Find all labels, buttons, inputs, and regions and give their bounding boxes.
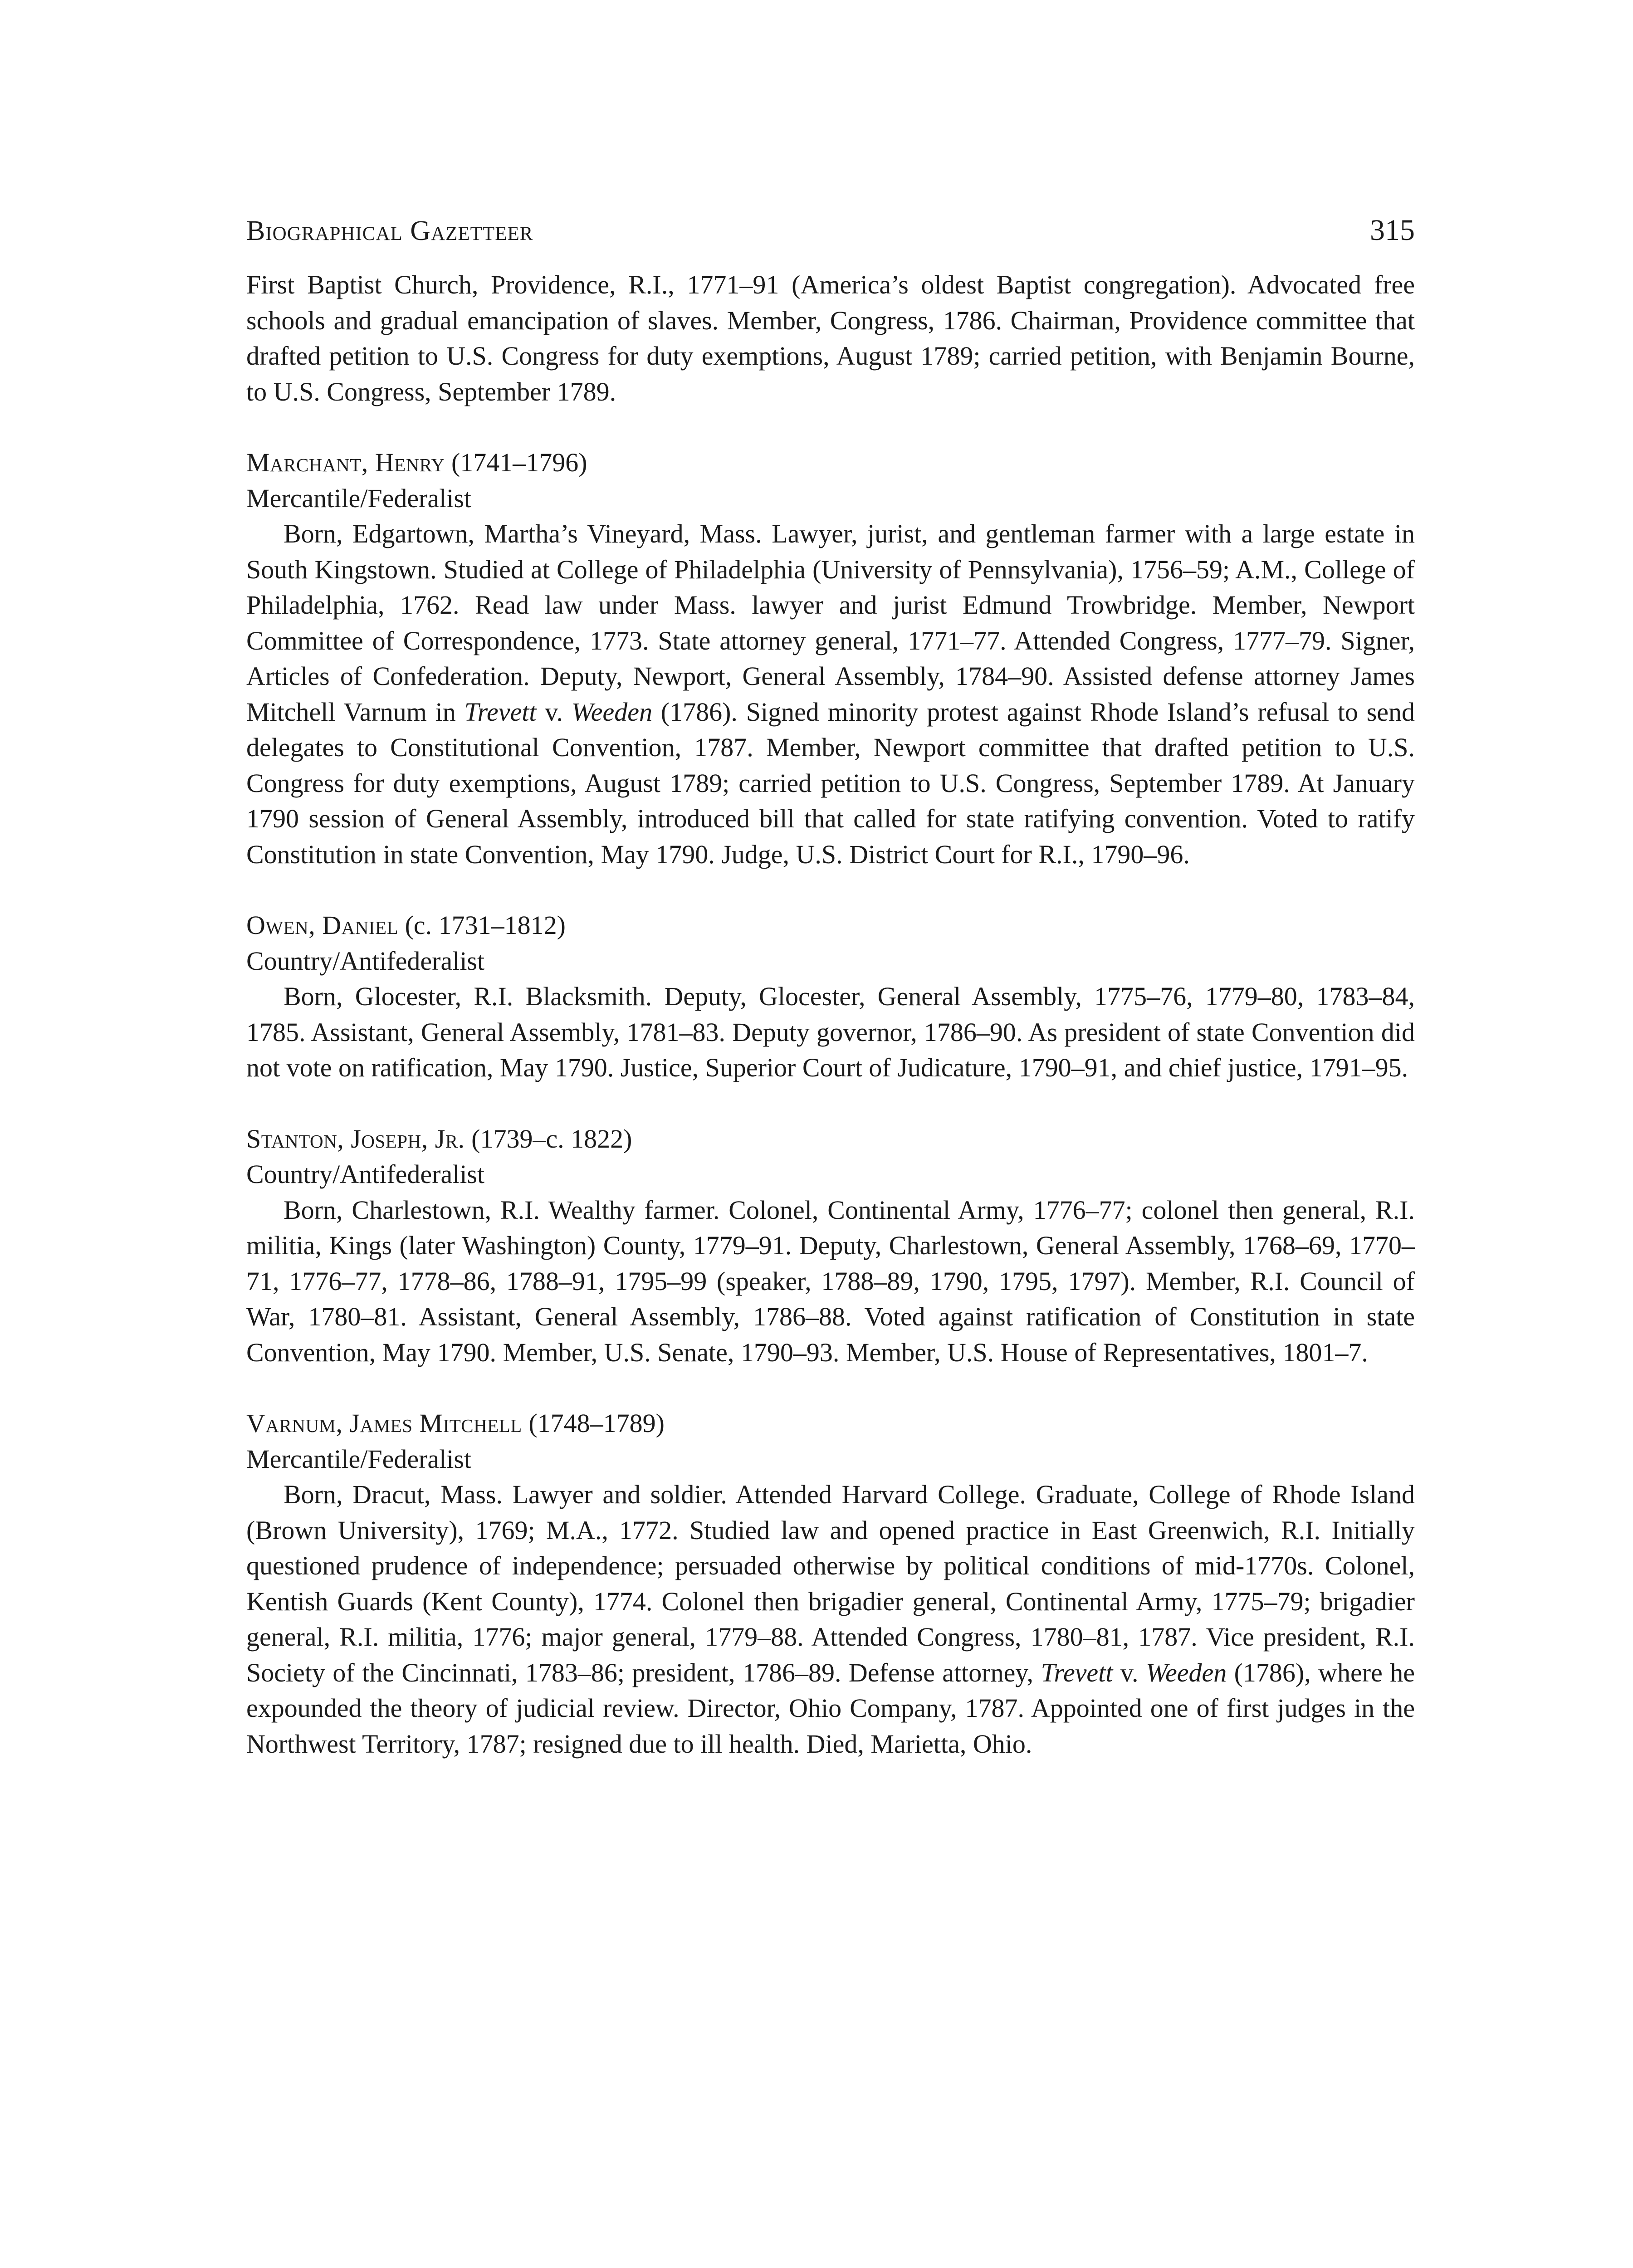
entry-text: Born, Glocester, R.I. Blacksmith. Deputy, Glocester, General Assembly, 1775–76, 1779–80, 1783–84, 1785. Assistant, General Assembly, 1781–83. Deputy governor, 1786–90. As president of state Convention did not vote on ratification, May 1790. Justice, Superior Court of Judicature, 1790–91, and chief justice, 1791–95. <box>246 982 1415 1082</box>
entry-name: Marchant, Henry <box>246 448 445 477</box>
case-name-weeden: Weeden <box>1145 1657 1227 1687</box>
entry-heading <box>246 1406 1415 1442</box>
entry-dates: (1739–c. 1822) <box>471 1124 632 1154</box>
entry-dates: (1741–1796) <box>451 448 587 477</box>
page-body <box>246 267 1415 1762</box>
running-title: Biographical Gazetteer <box>246 215 533 246</box>
case-versus: v. <box>536 697 572 727</box>
entry-text <box>246 1477 1415 1762</box>
continuation-paragraph: First Baptist Church, Providence, R.I., 1771–91 (America’s oldest Baptist congregation). Advocated free schools and gradual emancipation of slaves. Member, Congress, 1786. Chairman, Providence committee that drafted petition to U.S. Congress for duty exemptions, August 1789; carried petition, with Benjamin Bourne, to U.S. Congress, September 1789. <box>246 270 1415 406</box>
entry-stanton <box>246 1121 1415 1371</box>
entry-marchant <box>246 445 1415 872</box>
entry-dates: (c. 1731–1812) <box>405 910 566 940</box>
running-header <box>246 212 1415 249</box>
entry-text: Born, Charlestown, R.I. Wealthy farmer. Colonel, Continental Army, 1776–77; colonel then general, R.I. militia, Kings (later Washington) County, 1779–91. Deputy, Charlestown, General Assembly, 1768–69, 1770–71, 1776–77, 1778–86, 1788–91, 1795–99 (speaker, 1788–89, 1790, 1795, 1797). Member, R.I. Council of War, 1780–81. Assistant, General Assembly, 1786–88. Voted against ratification of Constitution in state Convention, May 1790. Member, U.S. Senate, 1790–93. Member, U.S. House of Representatives, 1801–7. <box>246 1195 1415 1367</box>
case-name-trevett: Trevett <box>464 697 537 727</box>
entry-affiliation: Mercantile/Federalist <box>246 483 472 513</box>
entry-name: Owen, Daniel <box>246 910 399 940</box>
case-name-weeden: Weeden <box>571 697 653 727</box>
entry-dates: (1748–1789) <box>528 1408 665 1438</box>
entry-heading <box>246 908 1415 943</box>
entry-text-part: Born, Dracut, Mass. Lawyer and soldier. Attended Harvard College. Graduate, College of Rhode Island (Brown University), 1769; M.A., 1772. Studied law and opened practice in East Greenwich, R.I. Initially questioned prudence of independence; persuaded otherwise by political conditions of mid-1770s. Colonel, Kentish Guards (Kent County), 1774. Colonel then brigadier general, Continental Army, 1775–79; brigadier general, R.I. militia, 1776; major general, 1779–88. Attended Congress, 1780–81, 1787. Vice president, R.I. Society of the Cincinnati, 1783–86; president, 1786–89. Defense attorney, <box>246 1480 1415 1687</box>
entry-text-part: Born, Edgartown, Martha’s Vineyard, Mass. Lawyer, jurist, and gentleman farmer with a large estate in South Kingstown. Studied at College of Philadelphia (University of Pennsylvania), 1756–59; A.M., College of Philadelphia, 1762. Read law under Mass. lawyer and jurist Edmund Trowbridge. Member, Newport Committee of Correspondence, 1773. State attorney general, 1771–77. Attended Congress, 1777–79. Signer, Articles of Confederation. Deputy, Newport, General Assembly, 1784–90. Assisted defense attorney James Mitchell Varnum in <box>246 519 1415 727</box>
entry-affiliation: Country/Antifederalist <box>246 946 485 976</box>
entry-owen <box>246 908 1415 1086</box>
entry-text-part: (1786). Signed minority protest against Rhode Island’s refusal to send delegates to Constitutional Convention, 1787. Member, Newport committee that drafted petition to U.S. Congress for duty exemptions, August 1789; carried petition to U.S. Congress, September 1789. At January 1790 session of General Assembly, introduced bill that called for state ratifying convention. Voted to ratify Constitution in state Convention, May 1790. Judge, U.S. District Court for R.I., 1790–96. <box>246 697 1415 869</box>
case-name-trevett: Trevett <box>1041 1657 1113 1687</box>
entry-affiliation: Country/Antifederalist <box>246 1159 485 1189</box>
case-versus: v. <box>1113 1657 1146 1687</box>
entry-name: Varnum, James Mitchell <box>246 1408 522 1438</box>
page-number: 315 <box>1370 214 1415 247</box>
entry-varnum <box>246 1406 1415 1762</box>
entry-affiliation: Mercantile/Federalist <box>246 1444 472 1474</box>
entry-text-part: (1786), where he expounded the theory of judicial review. Director, Ohio Company, 1787. Appointed one of first judges in the Northwest Territory, 1787; resigned due to ill health. Died, Marietta, Ohio. <box>246 1657 1415 1759</box>
book-page <box>246 212 1415 1762</box>
entry-text <box>246 516 1415 872</box>
entry-heading <box>246 1121 1415 1157</box>
entry-name: Stanton, Joseph, Jr. <box>246 1124 465 1154</box>
entry-heading <box>246 445 1415 481</box>
